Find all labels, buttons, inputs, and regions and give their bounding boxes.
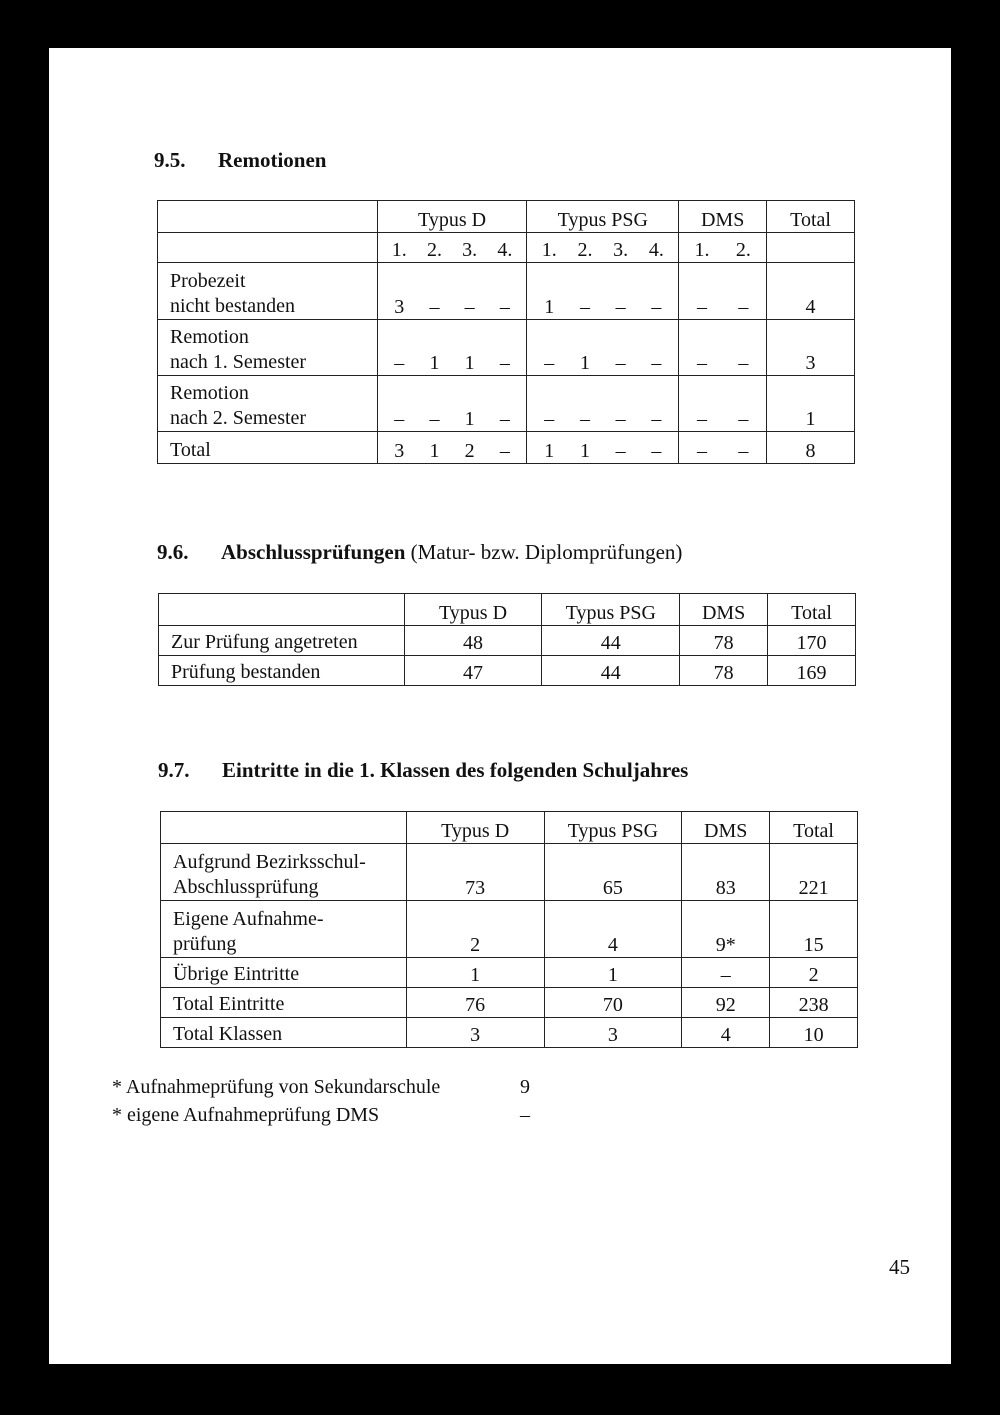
header-typus-psg: Typus PSG <box>527 201 679 233</box>
table-row: Remotion nach 1. Semester – 1 1 – – 1 – – – – 3 <box>158 320 855 376</box>
header-typus-d: Typus D <box>377 201 527 233</box>
header-dms: DMS <box>679 201 767 233</box>
table-row: Probezeit nicht bestanden 3 – – – 1 – – – – – 4 <box>158 263 855 320</box>
subheader-dms: 1. 2. <box>679 233 767 263</box>
header-typus-psg: Typus PSG <box>544 812 682 844</box>
table-row: Remotion nach 2. Semester – – 1 – – – – – – – 1 <box>158 376 855 432</box>
header-dms: DMS <box>680 594 768 626</box>
table-row: Eigene Aufnahme- prüfung 2 4 9* 15 <box>161 901 858 958</box>
subheader-typus-d: 1. 2. 3. 4. <box>377 233 527 263</box>
section-heading-9-7 <box>158 758 688 783</box>
section-number: 9.5. <box>154 148 186 172</box>
total-row: Total 3 1 2 – 1 1 – – – – 8 <box>158 432 855 464</box>
header-typus-d: Typus D <box>406 812 544 844</box>
table-row: Total Eintritte 76 70 92 238 <box>161 988 858 1018</box>
section-subtitle: (Matur- bzw. Diplomprüfungen) <box>410 540 683 564</box>
section-title: Remotionen <box>218 148 327 172</box>
section-title: Eintritte in die 1. Klassen des folgenden Schuljahres <box>222 758 689 782</box>
header-total: Total <box>768 594 856 626</box>
abschluss-table <box>158 593 856 686</box>
section-number: 9.7. <box>158 758 190 782</box>
section-heading-9-6 <box>157 540 682 565</box>
header-dms: DMS <box>682 812 770 844</box>
section-heading-9-5 <box>154 148 327 173</box>
table-row: Total Klassen 3 3 4 10 <box>161 1018 858 1048</box>
remotionen-table <box>157 200 855 464</box>
table-row: Aufgrund Bezirksschul- Abschlussprüfung 73 65 83 221 <box>161 844 858 901</box>
header-typus-d: Typus D <box>404 594 542 626</box>
table-row: Zur Prüfung angetreten 48 44 78 170 <box>159 626 856 656</box>
subheader-typus-psg: 1. 2. 3. 4. <box>527 233 679 263</box>
table-row: Übrige Eintritte 1 1 – 2 <box>161 958 858 988</box>
footnote: * Aufnahmeprüfung von Sekundarschule 9 <box>112 1076 530 1098</box>
footnote: * eigene Aufnahmeprüfung DMS – <box>112 1104 530 1126</box>
eintritte-table <box>160 811 858 1048</box>
header-total: Total <box>770 812 858 844</box>
page-number: 45 <box>889 1255 910 1279</box>
section-title: Abschlussprüfungen <box>221 540 406 564</box>
section-number: 9.6. <box>157 540 189 564</box>
table-row: Prüfung bestanden 47 44 78 169 <box>159 656 856 686</box>
header-typus-psg: Typus PSG <box>542 594 680 626</box>
header-total: Total <box>767 201 855 233</box>
